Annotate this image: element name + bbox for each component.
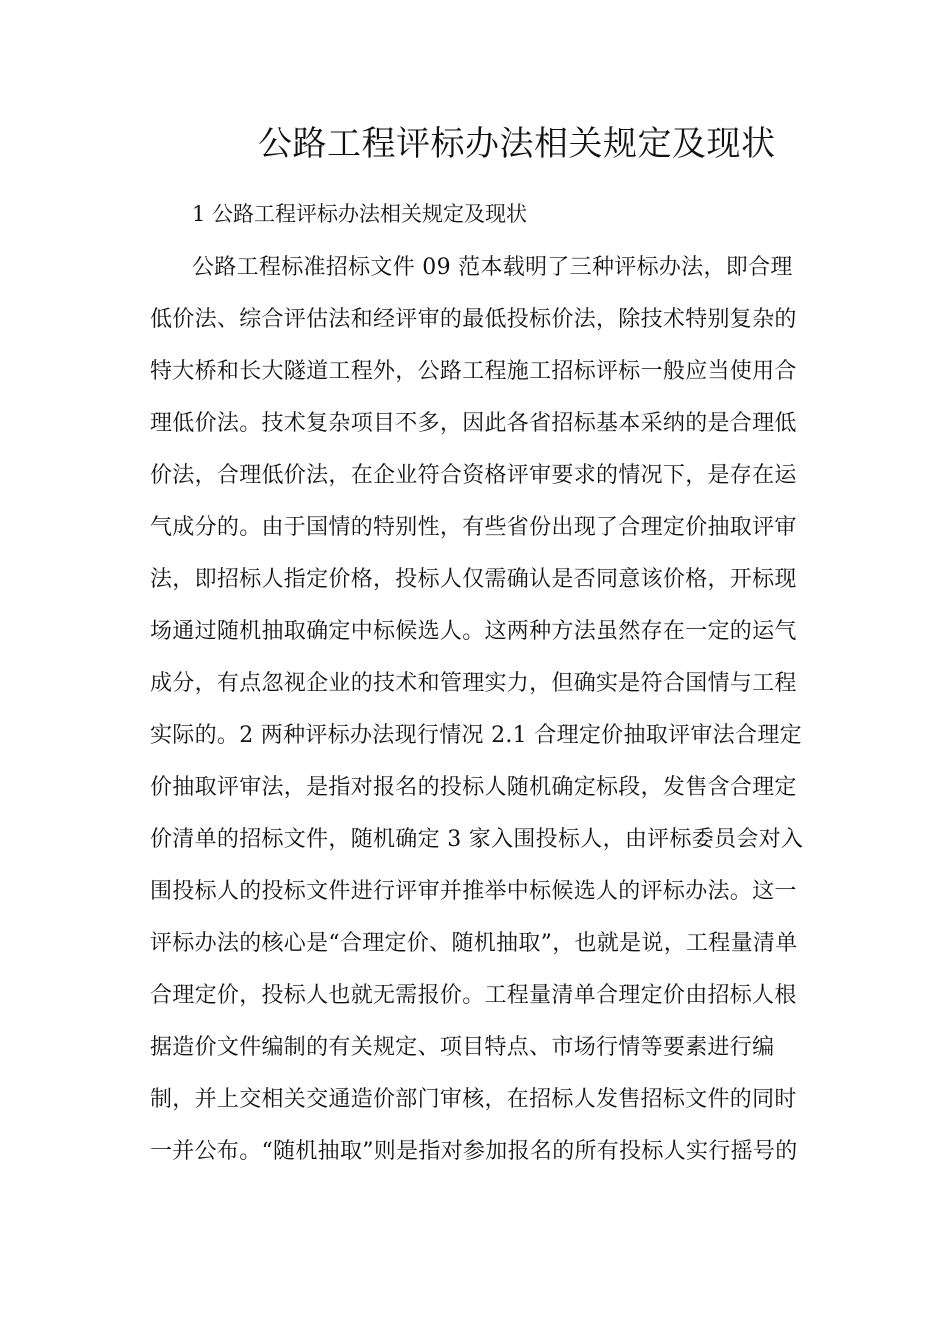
- paragraph-line: 一并公布。“随机抽取”则是指对参加报名的所有投标人实行摇号的: [150, 1139, 798, 1164]
- paragraph-line: 法，即招标人指定价格，投标人仅需确认是否同意该价格，开标现: [150, 567, 797, 592]
- paragraph-line: 价法，合理低价法，在企业符合资格评审要求的情况下，是存在运: [150, 463, 797, 488]
- document-title: 公路工程评标办法相关规定及现状: [258, 124, 776, 164]
- body-paragraph: [150, 250, 810, 1186]
- paragraph-line: 价抽取评审法，是指对报名的投标人随机确定标段，发售含合理定: [150, 775, 797, 800]
- paragraph-line: 实际的。2 两种评标办法现行情况 2.1 合理定价抽取评审法合理定: [150, 723, 802, 748]
- paragraph-line: 围投标人的投标文件进行评审并推举中标候选人的评标办法。这一: [150, 879, 797, 904]
- paragraph-line: 评标办法的核心是“合理定价、随机抽取”，也就是说，工程量清单: [150, 931, 798, 956]
- paragraph-line: 据造价文件编制的有关规定、项目特点、市场行情等要素进行编: [150, 1035, 775, 1060]
- paragraph-line: 成分，有点忽视企业的技术和管理实力，但确实是符合国情与工程: [150, 671, 797, 696]
- paragraph-line: 合理定价，投标人也就无需报价。工程量清单合理定价由招标人根: [150, 983, 797, 1008]
- paragraph-line: 低价法、综合评估法和经评审的最低投标价法，除技术特别复杂的: [150, 307, 797, 332]
- paragraph-line: 价清单的招标文件，随机确定 3 家入围投标人，由评标委员会对入: [150, 827, 804, 852]
- paragraph-line: 公路工程标准招标文件 09 范本载明了三种评标办法，即合理: [192, 255, 793, 280]
- paragraph-line: 制，并上交相关交通造价部门审核，在招标人发售招标文件的同时: [150, 1087, 797, 1112]
- paragraph-line: 场通过随机抽取确定中标候选人。这两种方法虽然存在一定的运气: [150, 619, 797, 644]
- paragraph-line: 气成分的。由于国情的特别性，有些省份出现了合理定价抽取评审: [150, 515, 797, 540]
- section-heading: 1 公路工程评标办法相关规定及现状: [192, 202, 528, 226]
- paragraph-line: 理低价法。技术复杂项目不多，因此各省招标基本采纳的是合理低: [150, 411, 797, 436]
- paragraph-line: 特大桥和长大隧道工程外，公路工程施工招标评标一般应当使用合: [150, 359, 797, 384]
